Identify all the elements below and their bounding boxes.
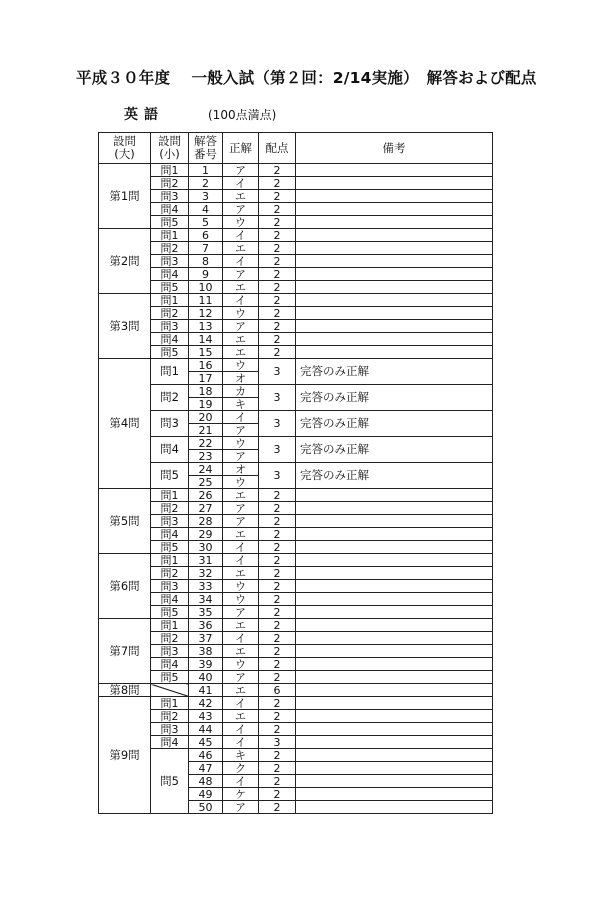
points: 2 bbox=[259, 788, 296, 801]
points: 2 bbox=[259, 242, 296, 255]
note: 完答のみ正解 bbox=[296, 411, 493, 437]
correct-answer: イ bbox=[223, 541, 259, 554]
note bbox=[296, 333, 493, 346]
answer-number: 26 bbox=[189, 489, 223, 502]
note bbox=[296, 697, 493, 710]
table-row bbox=[99, 294, 493, 307]
correct-answer: ウ bbox=[223, 307, 259, 320]
minor-question: 問5 bbox=[151, 281, 189, 294]
minor-question: 問3 bbox=[151, 411, 189, 437]
correct-answer: キ bbox=[223, 749, 259, 762]
table-row bbox=[99, 281, 493, 294]
note bbox=[296, 593, 493, 606]
correct-answer: ウ bbox=[223, 359, 259, 372]
answer-number: 11 bbox=[189, 294, 223, 307]
minor-question: 問1 bbox=[151, 697, 189, 710]
correct-answer: イ bbox=[223, 411, 259, 424]
correct-answer: ウ bbox=[223, 580, 259, 593]
note bbox=[296, 346, 493, 359]
minor-question: 問2 bbox=[151, 710, 189, 723]
points: 3 bbox=[259, 463, 296, 489]
points: 2 bbox=[259, 177, 296, 190]
minor-question: 問1 bbox=[151, 229, 189, 242]
minor-question: 問5 bbox=[151, 606, 189, 619]
answer-number: 42 bbox=[189, 697, 223, 710]
answer-number: 36 bbox=[189, 619, 223, 632]
correct-answer: イ bbox=[223, 697, 259, 710]
minor-question: 問5 bbox=[151, 749, 189, 814]
answer-number: 48 bbox=[189, 775, 223, 788]
correct-answer: エ bbox=[223, 281, 259, 294]
correct-answer: ア bbox=[223, 606, 259, 619]
note bbox=[296, 580, 493, 593]
note bbox=[296, 541, 493, 554]
col-header-answer-number: 解答 番号 bbox=[189, 133, 223, 164]
answer-number: 16 bbox=[189, 359, 223, 372]
points: 3 bbox=[259, 359, 296, 385]
table-row bbox=[99, 697, 493, 710]
answer-number: 17 bbox=[189, 372, 223, 385]
note bbox=[296, 320, 493, 333]
answer-number: 37 bbox=[189, 632, 223, 645]
points: 3 bbox=[259, 411, 296, 437]
table-row bbox=[99, 567, 493, 580]
points: 2 bbox=[259, 775, 296, 788]
points: 3 bbox=[259, 437, 296, 463]
note bbox=[296, 190, 493, 203]
points: 6 bbox=[259, 684, 296, 697]
points: 2 bbox=[259, 489, 296, 502]
points: 2 bbox=[259, 307, 296, 320]
answer-number: 19 bbox=[189, 398, 223, 411]
minor-question: 問1 bbox=[151, 489, 189, 502]
note bbox=[296, 723, 493, 736]
note bbox=[296, 788, 493, 801]
points: 2 bbox=[259, 203, 296, 216]
points: 2 bbox=[259, 710, 296, 723]
table-row bbox=[99, 242, 493, 255]
answer-number: 27 bbox=[189, 502, 223, 515]
points: 2 bbox=[259, 229, 296, 242]
correct-answer: ウ bbox=[223, 476, 259, 489]
correct-answer: ア bbox=[223, 450, 259, 463]
minor-question: 問3 bbox=[151, 320, 189, 333]
table-row bbox=[99, 437, 493, 450]
answer-number: 33 bbox=[189, 580, 223, 593]
note bbox=[296, 554, 493, 567]
correct-answer: イ bbox=[223, 294, 259, 307]
correct-answer: ア bbox=[223, 424, 259, 437]
minor-question: 問2 bbox=[151, 385, 189, 411]
table-row bbox=[99, 411, 493, 424]
note bbox=[296, 489, 493, 502]
note bbox=[296, 255, 493, 268]
minor-question: 問3 bbox=[151, 645, 189, 658]
answer-number: 18 bbox=[189, 385, 223, 398]
answer-key-table bbox=[98, 132, 493, 814]
minor-question: 問3 bbox=[151, 515, 189, 528]
answer-number: 5 bbox=[189, 216, 223, 229]
correct-answer: ア bbox=[223, 515, 259, 528]
correct-answer: イ bbox=[223, 554, 259, 567]
answer-number: 3 bbox=[189, 190, 223, 203]
minor-question: 問5 bbox=[151, 541, 189, 554]
correct-answer: エ bbox=[223, 190, 259, 203]
correct-answer: ア bbox=[223, 671, 259, 684]
minor-question: 問5 bbox=[151, 671, 189, 684]
correct-answer: ア bbox=[223, 203, 259, 216]
table-row bbox=[99, 255, 493, 268]
answer-number: 20 bbox=[189, 411, 223, 424]
full-mark-label: (100点満点) bbox=[208, 108, 277, 122]
points: 2 bbox=[259, 346, 296, 359]
answer-number: 25 bbox=[189, 476, 223, 489]
table-row bbox=[99, 177, 493, 190]
col-header-major: 設問 (大) bbox=[99, 133, 151, 164]
note bbox=[296, 242, 493, 255]
answer-number: 41 bbox=[189, 684, 223, 697]
points: 2 bbox=[259, 619, 296, 632]
table-row bbox=[99, 307, 493, 320]
note bbox=[296, 684, 493, 697]
points: 2 bbox=[259, 671, 296, 684]
correct-answer: ア bbox=[223, 164, 259, 177]
note bbox=[296, 515, 493, 528]
col-header-points: 配点 bbox=[259, 133, 296, 164]
answer-number: 45 bbox=[189, 736, 223, 749]
points: 3 bbox=[259, 385, 296, 411]
answer-number: 12 bbox=[189, 307, 223, 320]
answer-number: 34 bbox=[189, 593, 223, 606]
table-row bbox=[99, 671, 493, 684]
minor-question: 問1 bbox=[151, 359, 189, 385]
answer-number: 40 bbox=[189, 671, 223, 684]
points: 2 bbox=[259, 190, 296, 203]
note bbox=[296, 749, 493, 762]
answer-number: 8 bbox=[189, 255, 223, 268]
correct-answer: イ bbox=[223, 255, 259, 268]
table-row bbox=[99, 502, 493, 515]
answer-number: 23 bbox=[189, 450, 223, 463]
note bbox=[296, 203, 493, 216]
points: 2 bbox=[259, 801, 296, 814]
col-header-correct: 正解 bbox=[223, 133, 259, 164]
subject-label: 英語 bbox=[124, 107, 164, 123]
answer-number: 38 bbox=[189, 645, 223, 658]
minor-question: 問3 bbox=[151, 190, 189, 203]
points: 2 bbox=[259, 333, 296, 346]
minor-question: 問4 bbox=[151, 658, 189, 671]
table-header-row bbox=[99, 133, 493, 164]
minor-question: 問3 bbox=[151, 580, 189, 593]
minor-question: 問5 bbox=[151, 346, 189, 359]
answer-number: 15 bbox=[189, 346, 223, 359]
correct-answer: エ bbox=[223, 489, 259, 502]
correct-answer: ウ bbox=[223, 593, 259, 606]
table-row bbox=[99, 359, 493, 372]
major-question: 第5問 bbox=[99, 489, 151, 554]
correct-answer: ウ bbox=[223, 216, 259, 229]
points: 2 bbox=[259, 268, 296, 281]
correct-answer: エ bbox=[223, 645, 259, 658]
minor-question: 問2 bbox=[151, 177, 189, 190]
minor-question: 問2 bbox=[151, 632, 189, 645]
table-row bbox=[99, 385, 493, 398]
major-question: 第9問 bbox=[99, 697, 151, 814]
answer-number: 6 bbox=[189, 229, 223, 242]
answer-number: 4 bbox=[189, 203, 223, 216]
table-row bbox=[99, 554, 493, 567]
note: 完答のみ正解 bbox=[296, 437, 493, 463]
correct-answer: エ bbox=[223, 242, 259, 255]
answer-number: 31 bbox=[189, 554, 223, 567]
correct-answer: エ bbox=[223, 619, 259, 632]
table-row bbox=[99, 268, 493, 281]
answer-number: 32 bbox=[189, 567, 223, 580]
minor-question: 問2 bbox=[151, 502, 189, 515]
note bbox=[296, 307, 493, 320]
points: 2 bbox=[259, 762, 296, 775]
table-row bbox=[99, 580, 493, 593]
correct-answer: エ bbox=[223, 528, 259, 541]
correct-answer: エ bbox=[223, 333, 259, 346]
answer-number: 10 bbox=[189, 281, 223, 294]
note: 完答のみ正解 bbox=[296, 463, 493, 489]
major-question: 第7問 bbox=[99, 619, 151, 684]
document-title: 平成３０年度 一般入試（第２回：2/14実施） 解答および配点 bbox=[76, 69, 537, 87]
note bbox=[296, 736, 493, 749]
table-row bbox=[99, 515, 493, 528]
major-question: 第4問 bbox=[99, 359, 151, 489]
points: 2 bbox=[259, 606, 296, 619]
correct-answer: カ bbox=[223, 385, 259, 398]
points: 2 bbox=[259, 632, 296, 645]
note bbox=[296, 762, 493, 775]
correct-answer: ク bbox=[223, 762, 259, 775]
minor-question: 問4 bbox=[151, 437, 189, 463]
answer-number: 43 bbox=[189, 710, 223, 723]
points: 2 bbox=[259, 658, 296, 671]
major-question: 第3問 bbox=[99, 294, 151, 359]
points: 2 bbox=[259, 164, 296, 177]
note bbox=[296, 528, 493, 541]
table-row bbox=[99, 658, 493, 671]
correct-answer: イ bbox=[223, 736, 259, 749]
answer-number: 50 bbox=[189, 801, 223, 814]
points: 2 bbox=[259, 216, 296, 229]
minor-question: 問1 bbox=[151, 164, 189, 177]
answer-number: 13 bbox=[189, 320, 223, 333]
correct-answer: エ bbox=[223, 346, 259, 359]
points: 2 bbox=[259, 255, 296, 268]
table-row bbox=[99, 710, 493, 723]
answer-number: 30 bbox=[189, 541, 223, 554]
minor-question: 問4 bbox=[151, 593, 189, 606]
points: 2 bbox=[259, 320, 296, 333]
points: 2 bbox=[259, 593, 296, 606]
table-row bbox=[99, 333, 493, 346]
table-row bbox=[99, 645, 493, 658]
table-row bbox=[99, 684, 493, 697]
answer-number: 2 bbox=[189, 177, 223, 190]
table-row bbox=[99, 190, 493, 203]
table-row bbox=[99, 723, 493, 736]
note bbox=[296, 801, 493, 814]
points: 2 bbox=[259, 294, 296, 307]
correct-answer: イ bbox=[223, 775, 259, 788]
answer-number: 35 bbox=[189, 606, 223, 619]
note bbox=[296, 281, 493, 294]
minor-question-diagonal bbox=[151, 684, 189, 697]
minor-question: 問1 bbox=[151, 294, 189, 307]
answer-number: 46 bbox=[189, 749, 223, 762]
note bbox=[296, 632, 493, 645]
correct-answer: イ bbox=[223, 229, 259, 242]
table-row bbox=[99, 320, 493, 333]
table-row bbox=[99, 346, 493, 359]
table-row bbox=[99, 736, 493, 749]
points: 2 bbox=[259, 580, 296, 593]
note bbox=[296, 164, 493, 177]
table-row bbox=[99, 606, 493, 619]
correct-answer: イ bbox=[223, 723, 259, 736]
note: 完答のみ正解 bbox=[296, 359, 493, 385]
correct-answer: エ bbox=[223, 710, 259, 723]
minor-question: 問4 bbox=[151, 203, 189, 216]
answer-number: 24 bbox=[189, 463, 223, 476]
note bbox=[296, 216, 493, 229]
minor-question: 問2 bbox=[151, 567, 189, 580]
minor-question: 問1 bbox=[151, 554, 189, 567]
answer-number: 49 bbox=[189, 788, 223, 801]
answer-number: 28 bbox=[189, 515, 223, 528]
points: 2 bbox=[259, 541, 296, 554]
correct-answer: イ bbox=[223, 177, 259, 190]
note bbox=[296, 294, 493, 307]
note bbox=[296, 606, 493, 619]
note bbox=[296, 229, 493, 242]
correct-answer: キ bbox=[223, 398, 259, 411]
note bbox=[296, 268, 493, 281]
table-row bbox=[99, 164, 493, 177]
table-row bbox=[99, 203, 493, 216]
points: 2 bbox=[259, 502, 296, 515]
note bbox=[296, 645, 493, 658]
table-row bbox=[99, 463, 493, 476]
note bbox=[296, 671, 493, 684]
note bbox=[296, 775, 493, 788]
minor-question: 問3 bbox=[151, 723, 189, 736]
table-row bbox=[99, 619, 493, 632]
minor-question: 問4 bbox=[151, 528, 189, 541]
note bbox=[296, 177, 493, 190]
correct-answer: エ bbox=[223, 684, 259, 697]
correct-answer: ア bbox=[223, 320, 259, 333]
points: 2 bbox=[259, 723, 296, 736]
table-row bbox=[99, 216, 493, 229]
table-row bbox=[99, 749, 493, 762]
major-question: 第8問 bbox=[99, 684, 151, 697]
points: 3 bbox=[259, 736, 296, 749]
correct-answer: ア bbox=[223, 801, 259, 814]
correct-answer: エ bbox=[223, 567, 259, 580]
table-row bbox=[99, 593, 493, 606]
minor-question: 問5 bbox=[151, 216, 189, 229]
correct-answer: ケ bbox=[223, 788, 259, 801]
minor-question: 問2 bbox=[151, 242, 189, 255]
correct-answer: オ bbox=[223, 372, 259, 385]
answer-number: 44 bbox=[189, 723, 223, 736]
correct-answer: オ bbox=[223, 463, 259, 476]
answer-number: 47 bbox=[189, 762, 223, 775]
points: 2 bbox=[259, 528, 296, 541]
correct-answer: ア bbox=[223, 502, 259, 515]
note bbox=[296, 710, 493, 723]
table-row bbox=[99, 632, 493, 645]
correct-answer: ウ bbox=[223, 658, 259, 671]
col-header-notes: 備考 bbox=[296, 133, 493, 164]
major-question: 第6問 bbox=[99, 554, 151, 619]
points: 2 bbox=[259, 645, 296, 658]
answer-number: 39 bbox=[189, 658, 223, 671]
points: 2 bbox=[259, 567, 296, 580]
col-header-minor: 設問 (小) bbox=[151, 133, 189, 164]
answer-number: 9 bbox=[189, 268, 223, 281]
points: 2 bbox=[259, 281, 296, 294]
answer-number: 1 bbox=[189, 164, 223, 177]
correct-answer: イ bbox=[223, 632, 259, 645]
answer-number: 29 bbox=[189, 528, 223, 541]
major-question: 第2問 bbox=[99, 229, 151, 294]
note bbox=[296, 619, 493, 632]
answer-number: 7 bbox=[189, 242, 223, 255]
minor-question: 問4 bbox=[151, 268, 189, 281]
minor-question: 問3 bbox=[151, 255, 189, 268]
minor-question: 問2 bbox=[151, 307, 189, 320]
points: 2 bbox=[259, 515, 296, 528]
note bbox=[296, 502, 493, 515]
answer-number: 21 bbox=[189, 424, 223, 437]
points: 2 bbox=[259, 749, 296, 762]
minor-question: 問5 bbox=[151, 463, 189, 489]
minor-question: 問1 bbox=[151, 619, 189, 632]
note bbox=[296, 567, 493, 580]
table-row bbox=[99, 229, 493, 242]
major-question: 第1問 bbox=[99, 164, 151, 229]
answer-number: 22 bbox=[189, 437, 223, 450]
table-row bbox=[99, 489, 493, 502]
note: 完答のみ正解 bbox=[296, 385, 493, 411]
points: 2 bbox=[259, 697, 296, 710]
note bbox=[296, 658, 493, 671]
answer-number: 14 bbox=[189, 333, 223, 346]
minor-question: 問4 bbox=[151, 736, 189, 749]
points: 2 bbox=[259, 554, 296, 567]
correct-answer: ア bbox=[223, 268, 259, 281]
table-row bbox=[99, 528, 493, 541]
minor-question: 問4 bbox=[151, 333, 189, 346]
table-row bbox=[99, 541, 493, 554]
correct-answer: ウ bbox=[223, 437, 259, 450]
